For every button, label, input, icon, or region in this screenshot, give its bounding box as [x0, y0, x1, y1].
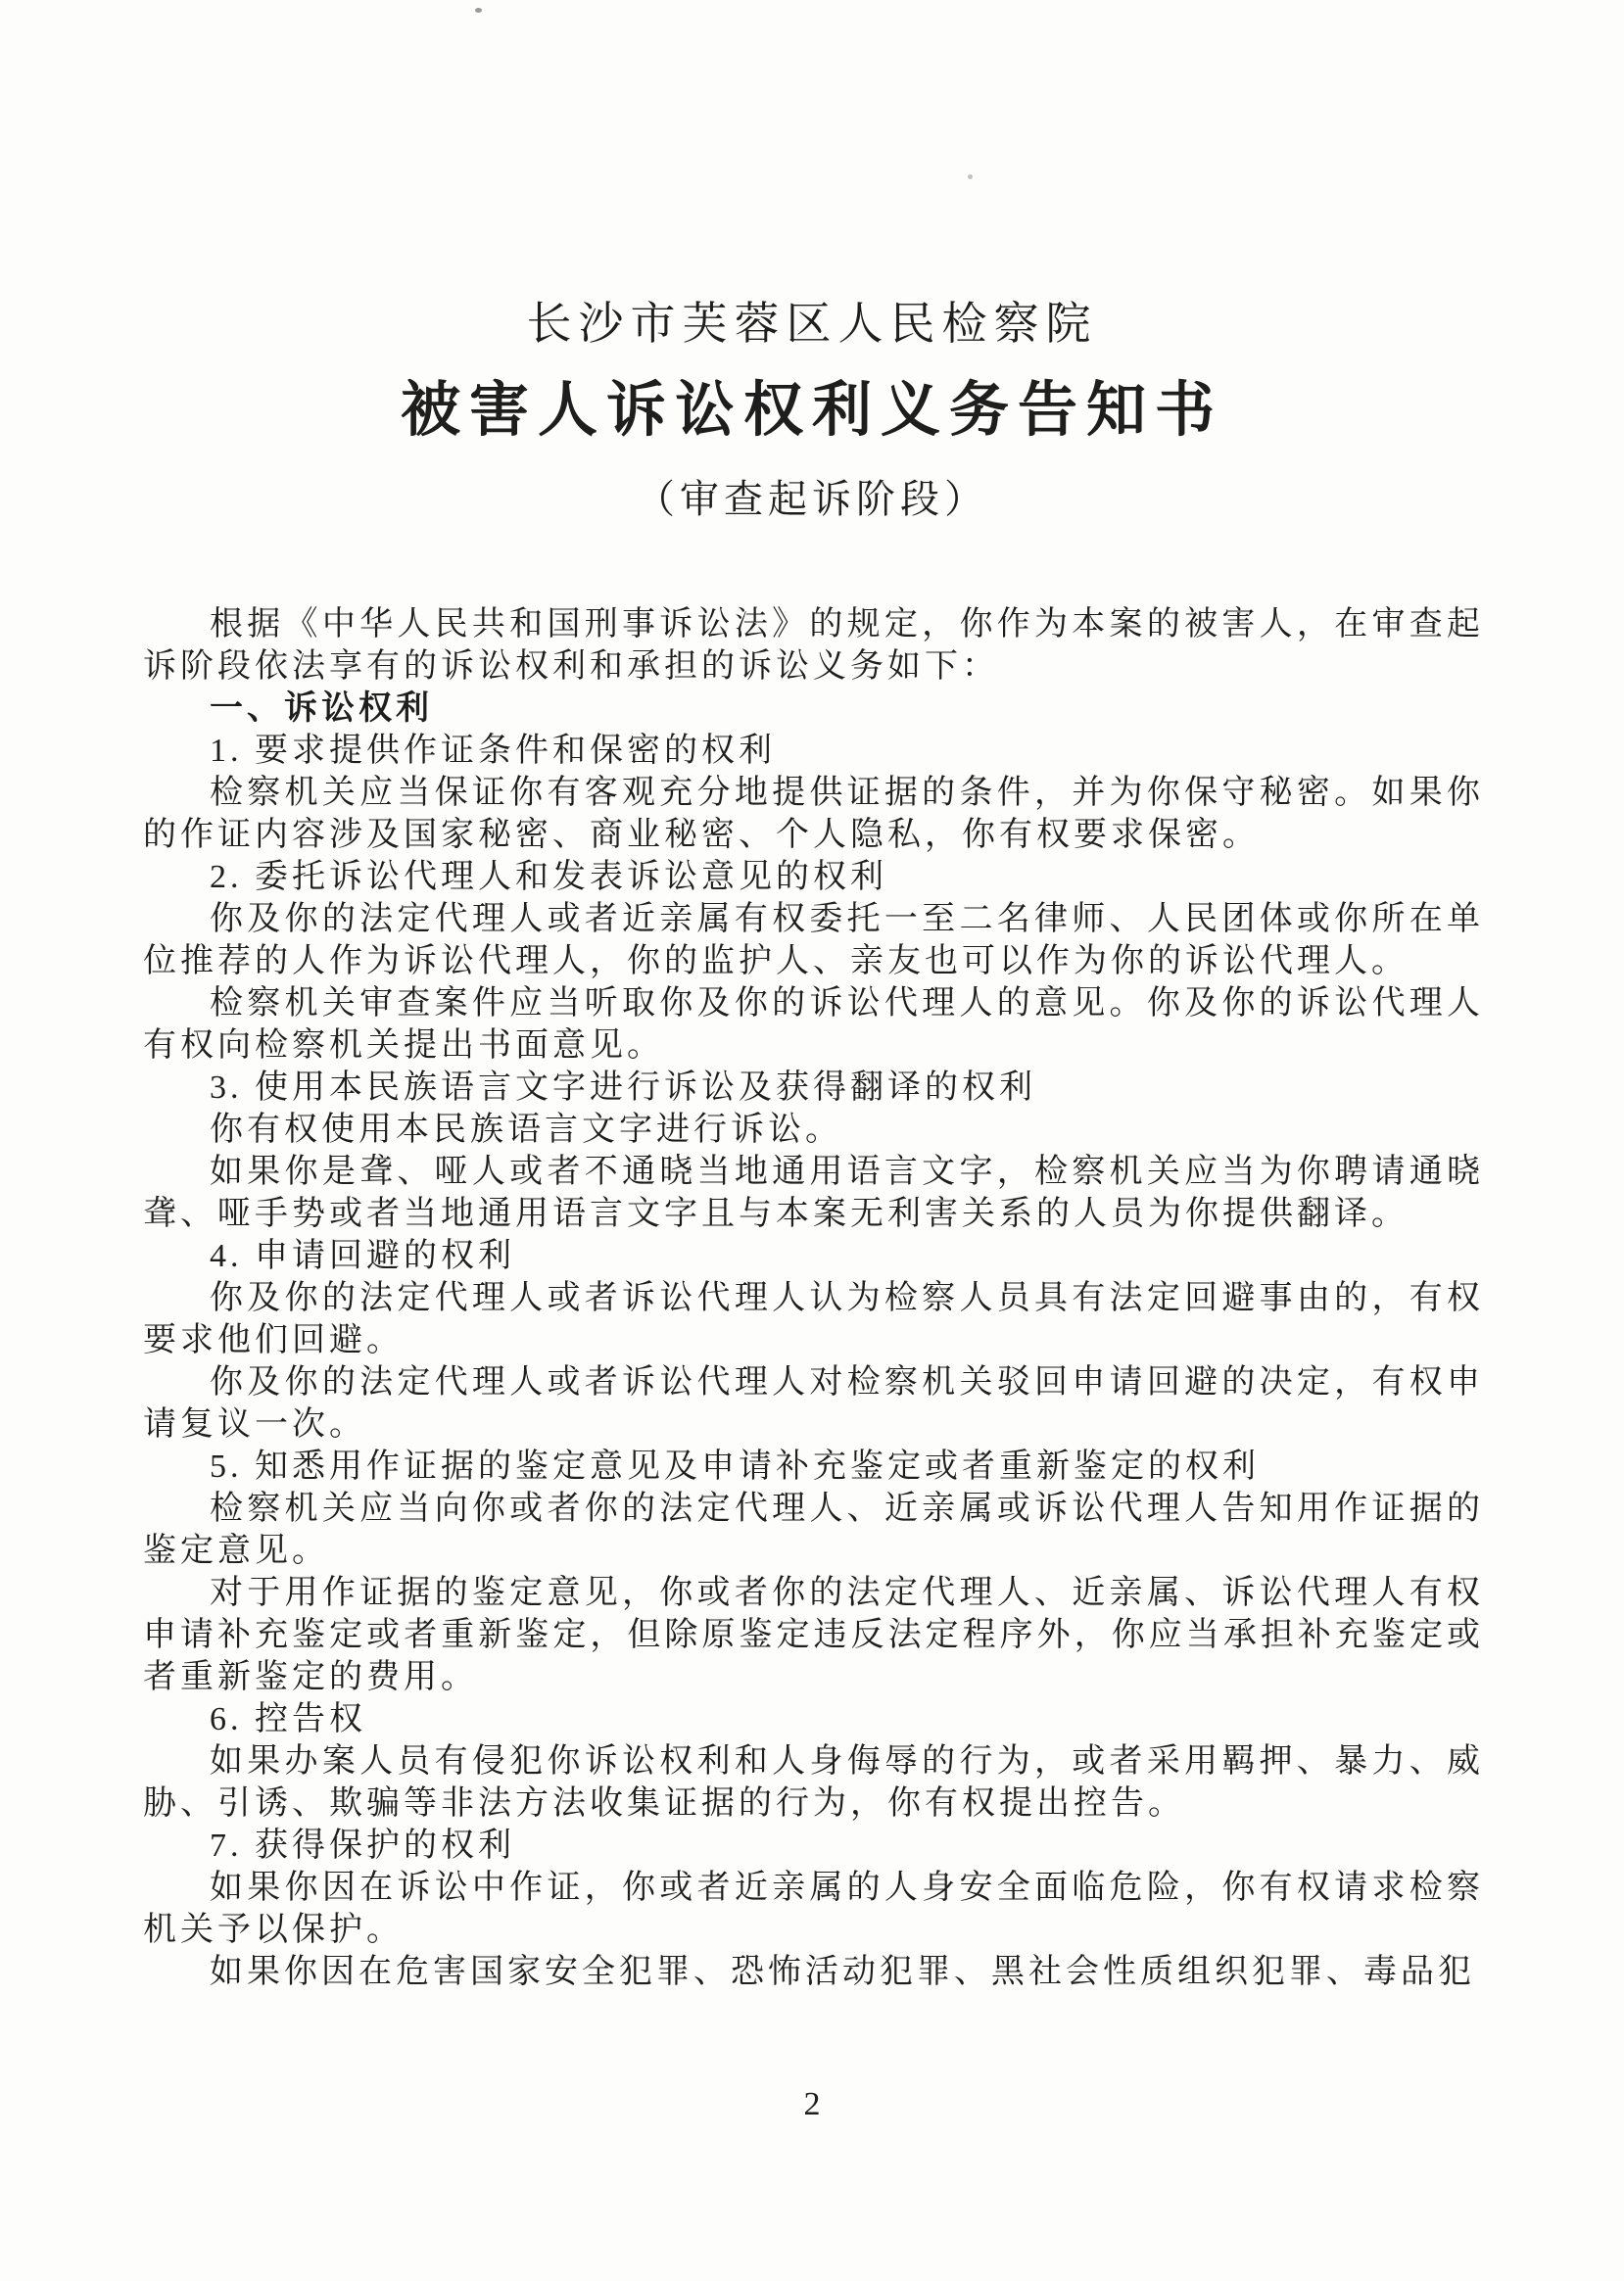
body-paragraph: 根据《中华人民共和国刑事诉讼法》的规定，你作为本案的被害人，在审查起诉阶段依法享有的诉讼权利和承担的诉讼义务如下： — [143, 606, 1484, 685]
item-heading: 2. 委托诉讼代理人和发表诉讼意见的权利 — [210, 859, 887, 895]
body-paragraph: 你及你的法定代理人或者诉讼代理人认为检察人员具有法定回避事由的，有权要求他们回避。 — [143, 1280, 1484, 1358]
document-title: 被害人诉讼权利义务告知书 — [400, 378, 1223, 444]
body-paragraph: 对于用作证据的鉴定意见，你或者你的法定代理人、近亲属、诉讼代理人有权申请补充鉴定或者重新鉴定，但除原鉴定违反法定程序外，你应当承担补充鉴定或者重新鉴定的费用。 — [143, 1575, 1484, 1695]
body-paragraph: 你及你的法定代理人或者近亲属有权委托一至二名律师、人民团体或你所在单位推荐的人作为诉讼代理人，你的监护人、亲友也可以作为你的诉讼代理人。 — [143, 901, 1484, 979]
body-paragraph: 如果办案人员有侵犯你诉讼权利和人身侮辱的行为，或者采用羁押、暴力、威胁、引诱、欺骗等非法方法收集证据的行为，你有权提出控告。 — [143, 1743, 1484, 1822]
body-paragraph: 你及你的法定代理人或者诉讼代理人对检察机关驳回申请回避的决定，有权申请复议一次。 — [143, 1364, 1484, 1443]
item-heading: 4. 申请回避的权利 — [210, 1238, 515, 1274]
item-heading: 1. 要求提供作证条件和保密的权利 — [210, 733, 776, 769]
scan-speck — [475, 8, 482, 13]
body-paragraph: 如果你是聋、哑人或者不通晓当地通用语言文字，检察机关应当为你聘请通晓聋、哑手势或者当地通用语言文字且与本案无利害关系的人员为你提供翻译。 — [143, 1154, 1484, 1232]
item-heading: 3. 使用本民族语言文字进行诉讼及获得翻译的权利 — [210, 1069, 1036, 1106]
page-number: 2 — [803, 2086, 821, 2122]
document-subtitle: （审查起诉阶段） — [636, 477, 988, 521]
section-heading: 一、诉讼权利 — [210, 690, 433, 727]
body-paragraph: 你有权使用本民族语言文字进行诉讼。 — [210, 1112, 842, 1148]
body-paragraph: 检察机关应当向你或者你的法定代理人、近亲属或诉讼代理人告知用作证据的鉴定意见。 — [143, 1491, 1484, 1569]
page-footer — [0, 2086, 1624, 2123]
body-paragraph: 如果你因在危害国家安全犯罪、恐怖活动犯罪、黑社会性质组织犯罪、毒品犯 — [210, 1954, 1475, 1990]
scan-speck — [968, 174, 973, 179]
body-paragraph: 检察机关应当保证你有客观充分地提供证据的条件，并为你保守秘密。如果你的作证内容涉及国家秘密、商业秘密、个人隐私，你有权要求保密。 — [143, 775, 1484, 853]
body-paragraph: 检察机关审查案件应当听取你及你的诉讼代理人的意见。你及你的诉讼代理人有权向检察机关提出书面意见。 — [143, 985, 1484, 1064]
organization-title: 长沙市芙蓉区人民检察院 — [526, 299, 1098, 349]
item-heading: 5. 知悉用作证据的鉴定意见及申请补充鉴定或者重新鉴定的权利 — [210, 1449, 1260, 1485]
item-heading: 7. 获得保护的权利 — [210, 1828, 515, 1864]
document-body — [143, 603, 1484, 1993]
document-header — [0, 0, 1624, 521]
body-paragraph: 如果你因在诉讼中作证，你或者近亲属的人身安全面临危险，你有权请求检察机关予以保护。 — [143, 1870, 1484, 1948]
item-heading: 6. 控告权 — [210, 1701, 366, 1737]
